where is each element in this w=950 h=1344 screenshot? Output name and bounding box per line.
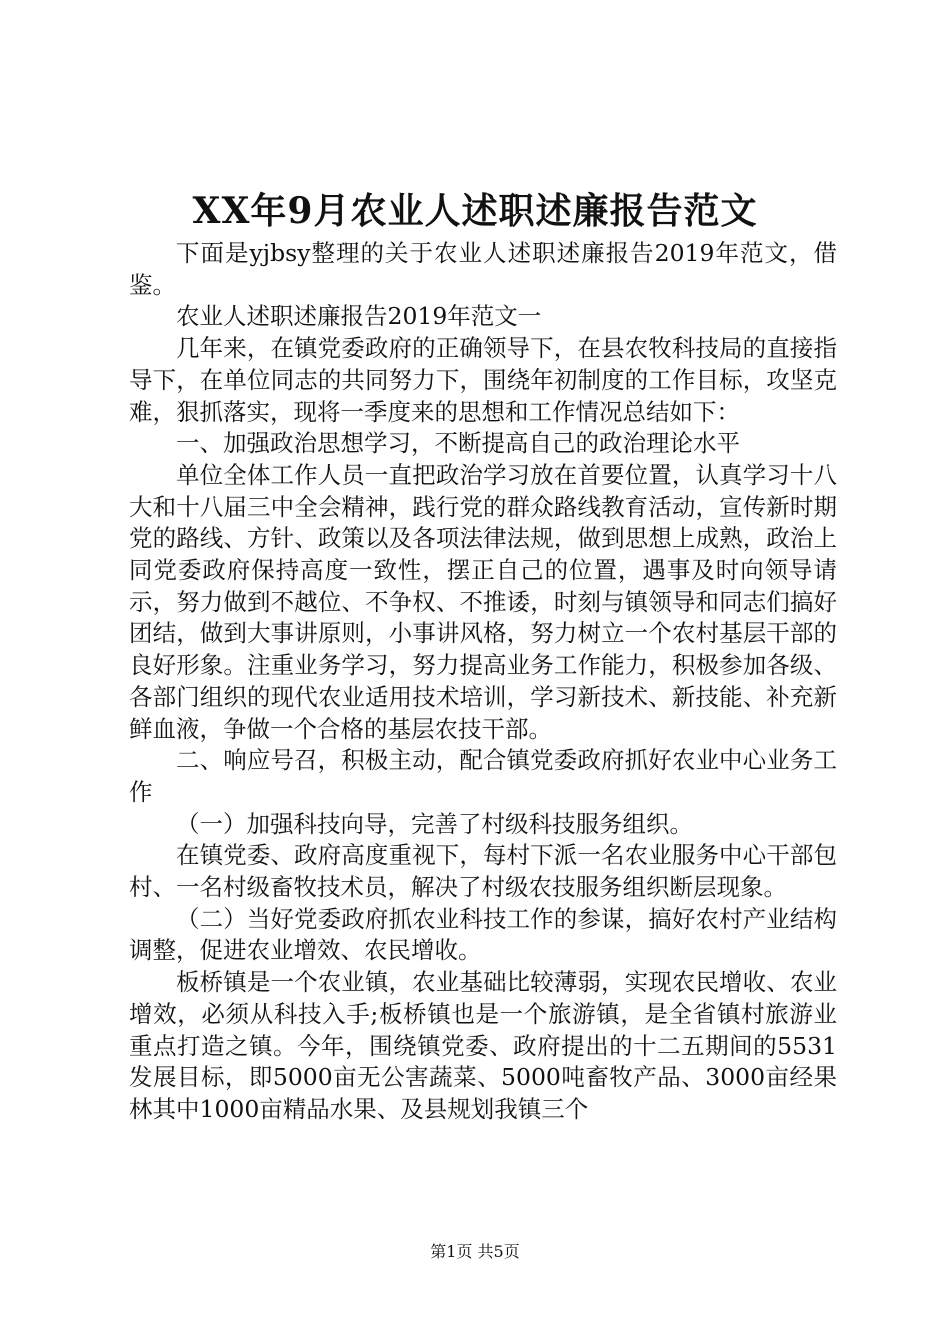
paragraph-opening: 几年来，在镇党委政府的正确领导下，在县农牧科技局的直接指导下，在单位同志的共同努力下，围绕年初制度的工作目标，攻坚克难，狠抓落实，现将一季度来的思想和工作情况总结如下： xyxy=(129,334,837,426)
paragraph-subtitle: 农业人述职述廉报告2019年范文一 xyxy=(176,302,542,331)
paragraph-subsection-2: 板桥镇是一个农业镇，农业基础比较薄弱，实现农民增收、农业增效，必须从科技入手;板桥镇也是一个旅游镇，是全省镇村旅游业重点打造之镇。今年，围绕镇党委、政府提出的十二五期间的5531发展目标，即5000亩无公害蔬菜、5000吨畜牧产品、3000亩经果林其中1000亩精品水果、及县规划我镇三个 xyxy=(129,968,837,1123)
page-footer: 第1页 共5页 xyxy=(430,1242,520,1261)
paragraph-subsection-1: 在镇党委、政府高度重视下，每村下派一名农业服务中心干部包村、一名村级畜牧技术员，解决了村级农技服务组织断层现象。 xyxy=(129,841,837,902)
subsection-heading-1: （一）加强科技向导，完善了村级科技服务组织。 xyxy=(176,809,693,838)
paragraph-intro: 下面是yjbsy整理的关于农业人述职述廉报告2019年范文，借鉴。 xyxy=(129,239,837,299)
section-heading-1: 一、加强政治思想学习，不断提高自己的政治理论水平 xyxy=(176,429,740,458)
section-heading-2: 二、响应号召，积极主动，配合镇党委政府抓好农业中心业务工作 xyxy=(129,746,837,806)
document-title: XX年9月农业人述职述廉报告范文 xyxy=(192,190,758,232)
document-body xyxy=(129,238,837,1126)
subsection-heading-2: （二）当好党委政府抓农业科技工作的参谋，搞好农村产业结构调整，促进农业增效、农民增收。 xyxy=(129,904,837,965)
paragraph-section-1: 单位全体工作人员一直把政治学习放在首要位置，认真学习十八大和十八届三中全会精神，践行党的群众路线教育活动，宣传新时期党的路线、方针、政策以及各项法律法规，做到思想上成熟，政治上同党委政府保持高度一致性，摆正自己的位置，遇事及时向领导请示，努力做到不越位、不争权、不推诿，时刻与镇领导和同志们搞好团结，做到大事讲原则，小事讲风格，努力树立一个农村基层干部的良好形象。注重业务学习，努力提高业务工作能力，积极参加各级、各部门组织的现代农业适用技术培训，学习新技术、新技能、补充新鲜血液，争做一个合格的基层农技干部。 xyxy=(129,460,837,743)
